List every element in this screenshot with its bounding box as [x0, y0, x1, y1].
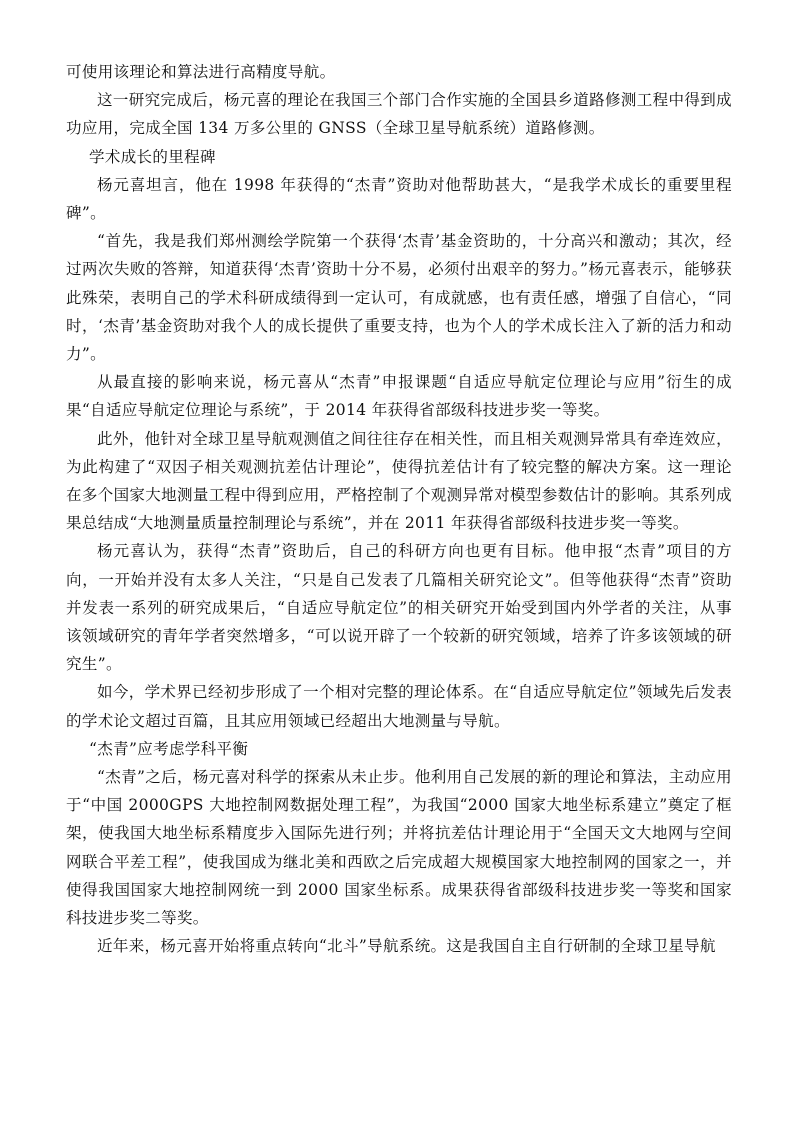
paragraph-continuation: 可使用该理论和算法进行高精度导航。: [66, 63, 336, 81]
paragraph-theory-system: 如今，学术界已经初步形成了一个相对完整的理论体系。在“自适应导航定位”领域先后发表的学术论文超过百篇，且其应用领域已经超出大地测量与导航。: [66, 683, 732, 730]
paragraph-road-survey: 这一研究完成后，杨元喜的理论在我国三个部门合作实施的全国县乡道路修测工程中得到成功应用，完成全国 134 万多公里的 GNSS（全球卫星导航系统）道路修测。: [66, 91, 732, 138]
paragraph-beidou: 近年来，杨元喜开始将重点转向“北斗”导航系统。这是我国自主自行研制的全球卫星导航: [97, 937, 716, 956]
paragraph-first-award-quote: “首先，我是我们郑州测绘学院第一个获得‘杰青’基金资助的，十分高兴和激动；其次，经过两次失败的答辩，知道获得‘杰青’资助十分不易，必须付出艰辛的努力。”杨元喜表示，能够获此殊荣，表明自己的学术科研成绩得到一定认可，有成就感，也有责任感，增强了自信心，“同时，‘杰青’基金资助对我个人的成长提供了重要支持，也为个人的学术成长注入了新的活力和动力”。: [66, 232, 732, 364]
section-heading-milestone: 学术成长的里程碑: [89, 147, 216, 166]
paragraph-direct-impact: 从最直接的影响来说，杨元喜从“杰青”申报课题“自适应导航定位理论与应用”衍生的成果“自适应导航定位理论与系统”，于 2014 年获得省部级科技进步奖一等奖。: [66, 373, 732, 420]
paragraph-robust-estimation: 此外，他针对全球卫星导航观测值之间往往存在相关性，而且相关观测异常具有牵连效应，为此构建了“双因子相关观测抗差估计理论”，使得抗差估计有了较完整的解决方案。这一理论在多个国家大地测量工程中得到应用，严格控制了个观测异常对模型参数估计的影响。其系列成果总结成“大地测量质量控制理论与系统”，并在 2011 年获得省部级科技进步奖一等奖。: [66, 429, 732, 533]
paragraph-after-award: “杰青”之后，杨元喜对科学的探索从未止步。他利用自己发展的新的理论和算法，主动应用于“中国 2000GPS 大地控制网数据处理工程”，为我国“2000 国家大地坐标系建立”奠定了框架，使我国大地坐标系精度步入国际先进行列；并将抗差估计理论用于“全国天文大地网与空间网联合平差工程”，使我国成为继北美和西欧之后完成超大规模国家大地控制网的国家之一，并使得我国国家大地控制网统一到 2000 国家坐标系。成果获得省部级科技进步奖一等奖和国家科技进步奖二等奖。: [66, 768, 732, 928]
paragraph-research-direction: 杨元喜认为，获得“杰青”资助后，自己的科研方向也更有目标。他申报“杰青”项目的方向，一开始并没有太多人关注，“只是自己发表了几篇相关研究论文”。但等他获得“杰青”资助并发表一系列的研究成果后，“自适应导航定位”的相关研究开始受到国内外学者的关注，从事该领域研究的青年学者突然增多，“可以说开辟了一个较新的研究领域，培养了许多该领域的研究生”。: [66, 542, 732, 674]
section-heading-discipline-balance: “杰青”应考虑学科平衡: [89, 739, 249, 758]
paragraph-milestone-intro: 杨元喜坦言，他在 1998 年获得的“杰青”资助对他帮助甚大，“是我学术成长的重要里程碑”。: [66, 175, 732, 223]
